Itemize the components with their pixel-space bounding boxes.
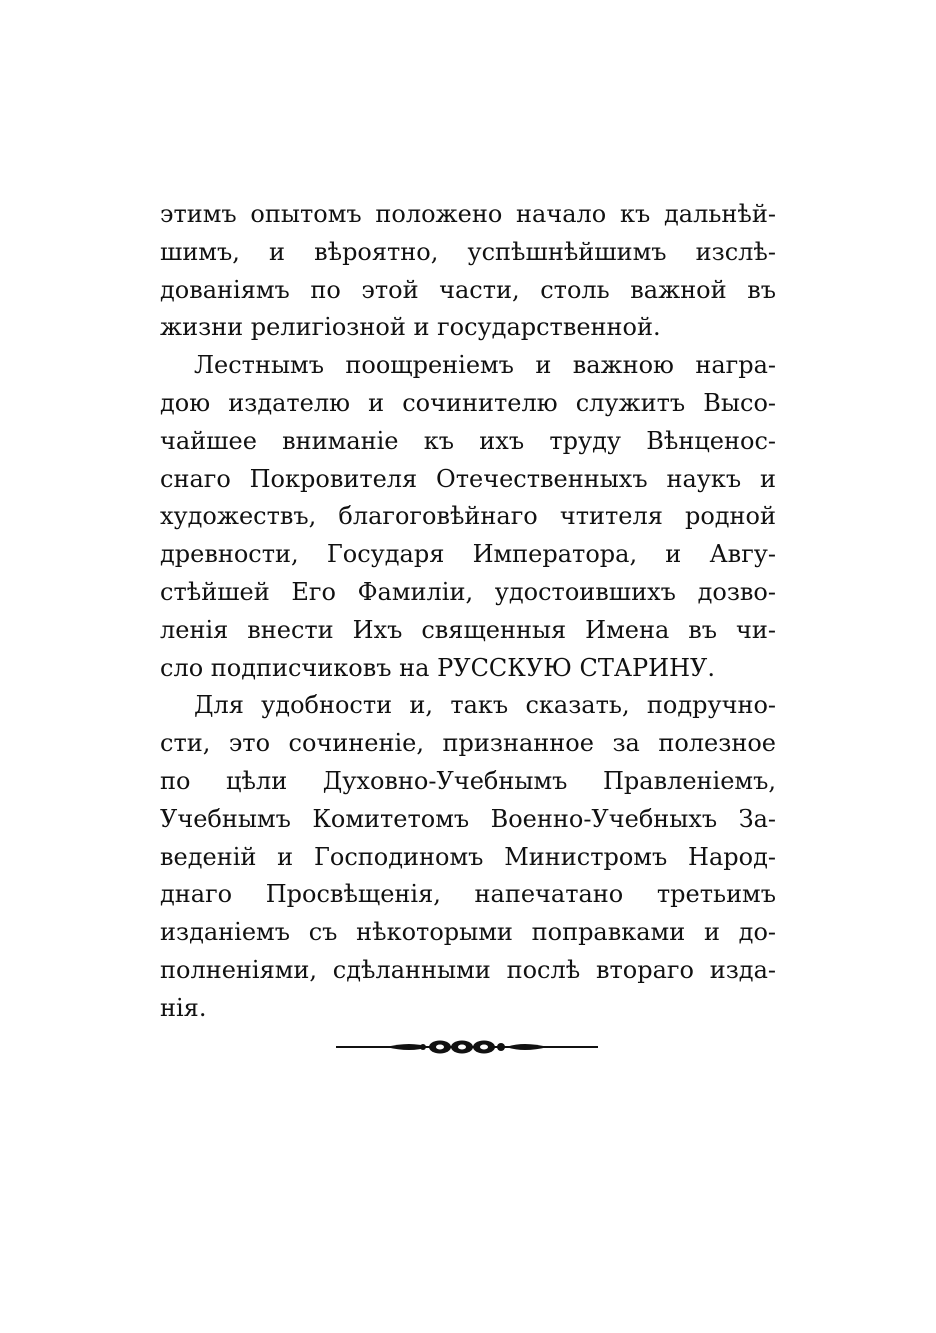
- text-line: стѣйшей Его Фамилiи, удостоившихъ дозво-: [160, 577, 776, 606]
- text-line: жизни религiозной и государственной.: [160, 313, 661, 342]
- text-line: Лестнымъ поощренiемъ и важною награ-: [194, 351, 776, 380]
- body-text: [160, 196, 776, 1028]
- text-line: ленiя внести Ихъ священныя Имена въ чи-: [160, 615, 776, 644]
- text-line: изданiемъ съ нѣкоторыми поправками и до-: [160, 918, 776, 947]
- text-line: по цѣли Духовно-Учебнымъ Правленiемъ,: [160, 766, 776, 795]
- text-line: шимъ, и вѣроятно, успѣшнѣйшимъ изслѣ-: [160, 237, 776, 266]
- text-line: дою издателю и сочинителю служитъ Высо-: [160, 388, 776, 417]
- text-line: Для удобности и, такъ сказать, подручно-: [194, 691, 776, 720]
- text-line: чайшее вниманiе къ ихъ труду Вѣнценос-: [160, 426, 776, 455]
- text-line: этимъ опытомъ положено начало къ дальнѣй-: [160, 200, 776, 228]
- text-line: днаго Просвѣщенiя, напечатано третьимъ: [160, 880, 776, 909]
- text-line: полненiями, сдѣланными послѣ втораго изда-: [160, 955, 776, 984]
- text-line: нiя.: [160, 993, 207, 1022]
- text-line: снаго Покровителя Отечественныхъ наукъ и: [160, 464, 776, 493]
- text-line: сти, это сочиненiе, признанное за полезное: [160, 729, 776, 758]
- text-line: дованiямъ по этой части, столь важной въ: [160, 275, 776, 304]
- text-line: Учебнымъ Комитетомъ Военно-Учебныхъ За-: [160, 804, 776, 833]
- text-line: сло подписчиковъ на РУССКУЮ СТАРИНУ.: [160, 653, 716, 682]
- text-line: художествъ, благоговѣйнаго чтителя родной: [160, 502, 776, 531]
- text-line: древности, Государя Императора, и Авгу-: [160, 540, 776, 569]
- text-line: веденiй и Господиномъ Министромъ Народ-: [160, 842, 776, 871]
- decorative-rule-icon: [336, 1034, 598, 1060]
